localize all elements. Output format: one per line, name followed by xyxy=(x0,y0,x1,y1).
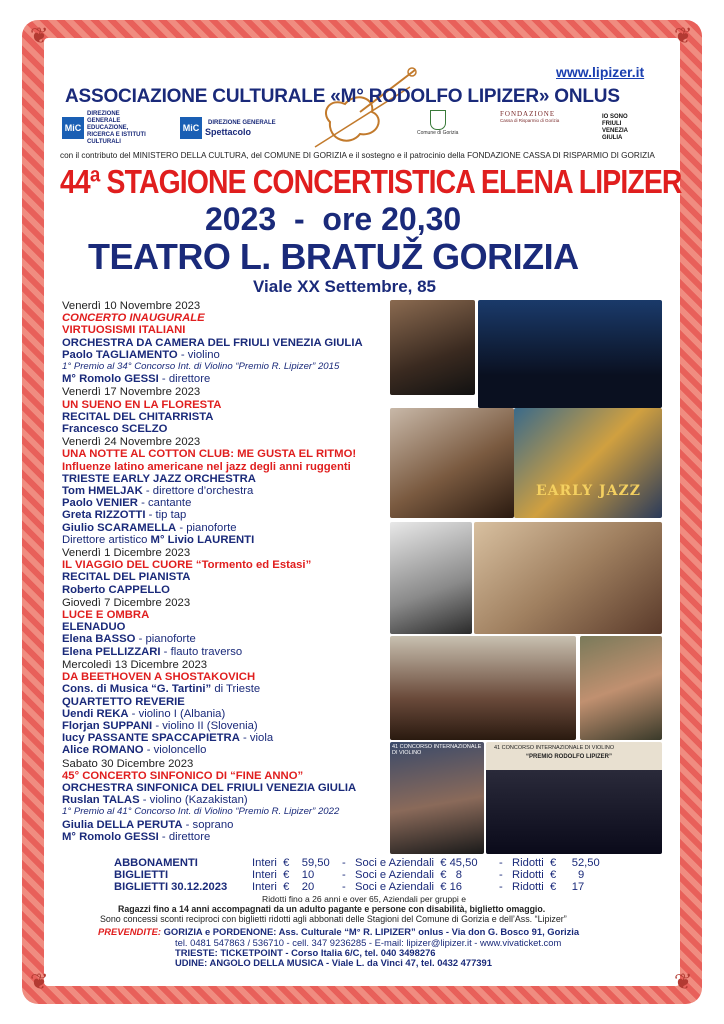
event-line xyxy=(62,819,392,831)
performer-name: Cons. di Musica “G. Tartini” xyxy=(62,683,212,696)
event-block xyxy=(62,547,392,596)
performer-role: - flauto traverso xyxy=(160,645,243,658)
performer-role: - viola xyxy=(239,732,274,745)
event-line: RECITAL DEL CHITARRISTA xyxy=(62,410,214,423)
event-line: Francesco SCELZO xyxy=(62,423,168,436)
orchestra-photo xyxy=(478,300,662,408)
prevendite-line-4: UDINE: ANGOLO DELLA MUSICA - Viale L. da Vinci 47, tel. 0432 477391 xyxy=(175,957,492,968)
performer-name: Giulia DELLA PERUTA xyxy=(62,818,183,831)
event-date: Mercoledì 13 Dicembre 2023 xyxy=(62,658,208,671)
performer-role: - violino I (Albania) xyxy=(128,707,226,720)
violinist-photo xyxy=(390,300,475,395)
performer-role: - cantante xyxy=(137,497,192,510)
price-interi: Interi € 59,50 xyxy=(252,857,330,869)
performer-role: - direttore xyxy=(158,830,211,843)
sponsor-logos xyxy=(62,110,662,150)
sconti-note: Sono concessi sconti reciproci con biglietti ridotti agli abbonati delle Stagioni del Comune di Gorizia e dell’Ass. “Lipizer” xyxy=(100,914,567,924)
event-line: DA BEETHOVEN A SHOSTAKOVICH xyxy=(62,671,256,684)
event-line: QUARTETTO REVERIE xyxy=(62,695,185,708)
price-ridotti: - Ridotti € 52,50 xyxy=(499,857,600,869)
event-subtitle: “Tormento ed Estasi” xyxy=(195,559,312,572)
price-ridotti: - Ridotti € 9 xyxy=(499,869,585,881)
corner-swirl-icon: ❦ xyxy=(30,970,49,995)
contest-banner-text: 41 CONCORSO INTERNAZIONALE DI VIOLINO xyxy=(494,745,615,751)
season-title: 44ª STAGIONE CONCERTISTICA ELENA LIPIZER xyxy=(60,163,682,200)
performer-name: Ruslan TALAS xyxy=(62,794,140,807)
contribution-text: con il contributo del MINISTERO DELLA CULTURA, del COMUNE DI GORIZIA e il sostegno e il patrocinio della FONDAZIONE CASSA DI RISPARMIO DI GORIZIA xyxy=(60,151,655,160)
performer-name: Elena PELLIZZARI xyxy=(62,645,161,658)
event-line xyxy=(62,732,392,744)
ragazzi-note xyxy=(118,904,545,914)
performer-role: - violino II (Slovenia) xyxy=(152,719,258,732)
corner-swirl-icon: ❦ xyxy=(674,24,693,49)
event-title: IL VIAGGIO DEL CUORE xyxy=(62,559,196,572)
performer-role: Direttore artistico xyxy=(62,533,151,546)
event-line: LUCE E OMBRA xyxy=(62,609,150,622)
mic-logo-mark: MiC xyxy=(62,117,84,139)
event-line: UNA NOTTE AL COTTON CLUB: ME GUSTA EL RITMO! xyxy=(62,448,357,461)
performer-role: di Trieste xyxy=(211,683,261,696)
year-time: 2023 - ore 20,30 xyxy=(205,201,462,237)
ragazzi-note-text: Ragazzi fino a 14 anni accompagnati da un adulto pagante e persone con disabilità, biglietto omaggio. xyxy=(118,904,546,914)
event-block xyxy=(62,436,392,546)
event-date: Venerdì 17 Novembre 2023 xyxy=(62,386,201,399)
event-line xyxy=(62,373,392,385)
jazz-sign: EARLY JAZZ xyxy=(536,483,641,499)
performer-name: Greta RIZZOTTI xyxy=(62,509,146,522)
event-block xyxy=(62,300,392,385)
event-line xyxy=(62,708,392,720)
performer-name: Elena BASSO xyxy=(62,633,136,646)
event-date: Giovedì 7 Dicembre 2023 xyxy=(62,596,191,609)
event-line xyxy=(62,831,392,843)
performer-role: - tip tap xyxy=(145,509,187,522)
contest-banner-text: 41 CONCORSO INTERNAZIONALE DI VIOLINO xyxy=(392,744,482,756)
coat-of-arms-icon xyxy=(430,110,446,130)
performer-name: M° Romolo GESSI xyxy=(62,830,159,843)
event-line: UN SUENO EN LA FLORESTA xyxy=(62,398,222,411)
price-label: ABBONAMENTI xyxy=(114,857,198,869)
event-line xyxy=(62,509,392,521)
performer-role: - pianoforte xyxy=(176,521,237,534)
price-soci: - Soci e Aziendali € 16 xyxy=(342,881,463,893)
event-line: CONCERTO INAUGURALE xyxy=(62,312,205,325)
event-list xyxy=(62,300,392,844)
event-line: 1° Premio al 41° Concorso Int. di Violino “Premio R. Lipizer” 2022 xyxy=(62,806,340,818)
performer-name: Uendi REKA xyxy=(62,707,129,720)
event-block xyxy=(62,597,392,658)
association-name: ASSOCIAZIONE CULTURALE «M° RODOLFO LIPIZER» ONLUS xyxy=(65,86,620,107)
logo-caption-title: Spettacolo xyxy=(205,126,252,137)
event-date: Sabato 30 Dicembre 2023 xyxy=(62,757,194,770)
performer-name: Alice ROMANO xyxy=(62,744,144,757)
event-line: ORCHESTRA DA CAMERA DEL FRIULI VENEZIA GIULIA xyxy=(62,336,363,349)
mic-education-logo xyxy=(62,110,147,146)
performer-name: M° Romolo GESSI xyxy=(62,373,159,386)
corner-swirl-icon: ❦ xyxy=(674,970,693,995)
symphony-orchestra-photo xyxy=(486,742,662,854)
logo-caption: DIREZIONE GENERALE xyxy=(208,119,276,126)
event-line xyxy=(62,720,392,732)
logo-caption: Cassa di Risparmio di Gorizia xyxy=(500,118,560,123)
performer-role: - violoncello xyxy=(143,744,207,757)
event-date: Venerdì 24 Novembre 2023 xyxy=(62,436,201,449)
price-soci: - Soci e Aziendali € 45,50 xyxy=(342,857,478,869)
event-block xyxy=(62,758,392,843)
price-label: BIGLIETTI xyxy=(114,869,169,881)
performer-name: Florjan SUPPANI xyxy=(62,719,153,732)
performer-name: M° Livio LAURENTI xyxy=(150,533,255,546)
prevendite-line-2: tel. 0481 547863 / 536710 - cell. 347 9236285 - E-mail: lipizer@lipizer.it - www.vivaticket.com xyxy=(175,937,562,948)
event-line xyxy=(62,559,392,571)
event-line: 1° Premio al 34° Concorso Int. di Violino “Premio R. Lipizer” 2015 xyxy=(62,361,340,373)
logo-caption-title: FONDAZIONE xyxy=(500,110,556,118)
event-line: RECITAL DEL PIANISTA xyxy=(62,571,191,584)
fvg-logo xyxy=(602,110,636,146)
event-line xyxy=(62,534,392,546)
performer-role: - direttore xyxy=(158,373,211,386)
event-line: TRIESTE EARLY JAZZ ORCHESTRA xyxy=(62,472,256,485)
logo-caption: IO SONO FRIULI VENEZIA GIULIA xyxy=(602,114,628,141)
event-line: ELENADUO xyxy=(62,621,126,634)
price-interi: Interi € 20 xyxy=(252,881,315,893)
price-soci: - Soci e Aziendali € 8 xyxy=(342,869,463,881)
price-ridotti: - Ridotti € 17 xyxy=(499,881,585,893)
elenaduo-photo xyxy=(474,522,662,634)
performer-name: Iucy PASSANTE SPACCAPIETRA xyxy=(62,732,240,745)
event-date: Venerdì 1 Dicembre 2023 xyxy=(62,547,191,560)
guitarist-photo xyxy=(390,408,514,518)
event-line: Influenze latino americane nel jazz degli anni ruggenti xyxy=(62,460,351,473)
performer-name: Paolo VENIER xyxy=(62,497,138,510)
event-line: ORCHESTRA SINFONICA DEL FRIULI VENEZIA GIULIA xyxy=(62,781,357,794)
event-line xyxy=(62,349,392,361)
event-line xyxy=(62,794,392,806)
event-line: 45° CONCERTO SINFONICO DI “FINE ANNO” xyxy=(62,769,304,782)
performer-role: - pianoforte xyxy=(135,633,196,646)
website-link[interactable]: www.lipizer.it xyxy=(556,64,645,80)
event-line xyxy=(62,485,392,497)
quartet-photo xyxy=(390,636,576,740)
performer-role: - violino (Kazakistan) xyxy=(139,794,248,807)
ruslan-talas-photo xyxy=(390,742,484,854)
soprano-photo xyxy=(580,636,662,740)
event-line xyxy=(62,633,392,645)
prevendite-label: PREVENDITE: xyxy=(98,926,162,937)
logo-caption: DIREZIONE GENERALE EDUCAZIONE, RICERCA E ISTITUTI CULTURALI xyxy=(87,110,146,145)
price-interi: Interi € 10 xyxy=(252,869,315,881)
event-date: Venerdì 10 Novembre 2023 xyxy=(62,300,201,312)
fondazione-logo xyxy=(500,110,559,146)
event-line xyxy=(62,683,392,695)
event-line xyxy=(62,522,392,534)
comune-gorizia-logo xyxy=(417,110,458,146)
price-label: BIGLIETTI 30.12.2023 xyxy=(114,881,228,893)
venue-title: TEATRO L. BRATUŽ GORIZIA xyxy=(88,236,579,277)
prevendite-gorizia: GORIZIA e PORDENONE: Ass. Culturale “M° R. LIPIZER” onlus - Via don G. Bosco 91, Gorizia xyxy=(163,926,580,937)
event-block xyxy=(62,659,392,757)
event-line xyxy=(62,497,392,509)
performer-name: Paolo TAGLIAMENTO xyxy=(62,348,178,361)
performer-role: - violino xyxy=(177,348,220,361)
prevendite-line-3: TRIESTE: TICKETPOINT - Corso Italia 6/C, tel. 040 3498276 xyxy=(175,947,436,958)
event-line xyxy=(62,646,392,658)
event-line xyxy=(62,744,392,756)
performer-name: Tom HMELJAK xyxy=(62,485,143,498)
pianist-photo xyxy=(390,522,472,634)
logo-caption: Comune di Gorizia xyxy=(417,130,459,136)
contest-banner-subtitle: “PREMIO RODOLFO LIPIZER” xyxy=(526,754,613,760)
venue-address: Viale XX Settembre, 85 xyxy=(253,277,437,296)
mic-logo-mark: MiC xyxy=(180,117,202,139)
performer-role: - direttore d’orchestra xyxy=(142,485,254,498)
performer-name: Giulio SCARAMELLA xyxy=(62,521,177,534)
event-line: Roberto CAPPELLO xyxy=(62,583,170,596)
prevendite-line-1 xyxy=(98,926,579,937)
jazz-poster-photo xyxy=(514,408,662,518)
ridotti-note: Ridotti fino a 26 anni e over 65, Aziendali per gruppi e xyxy=(262,894,466,904)
corner-swirl-icon: ❦ xyxy=(30,24,49,49)
event-block xyxy=(62,386,392,435)
event-line: VIRTUOSISMI ITALIANI xyxy=(62,324,186,337)
performer-role: - soprano xyxy=(182,818,234,831)
mic-spettacolo-logo xyxy=(180,110,276,146)
